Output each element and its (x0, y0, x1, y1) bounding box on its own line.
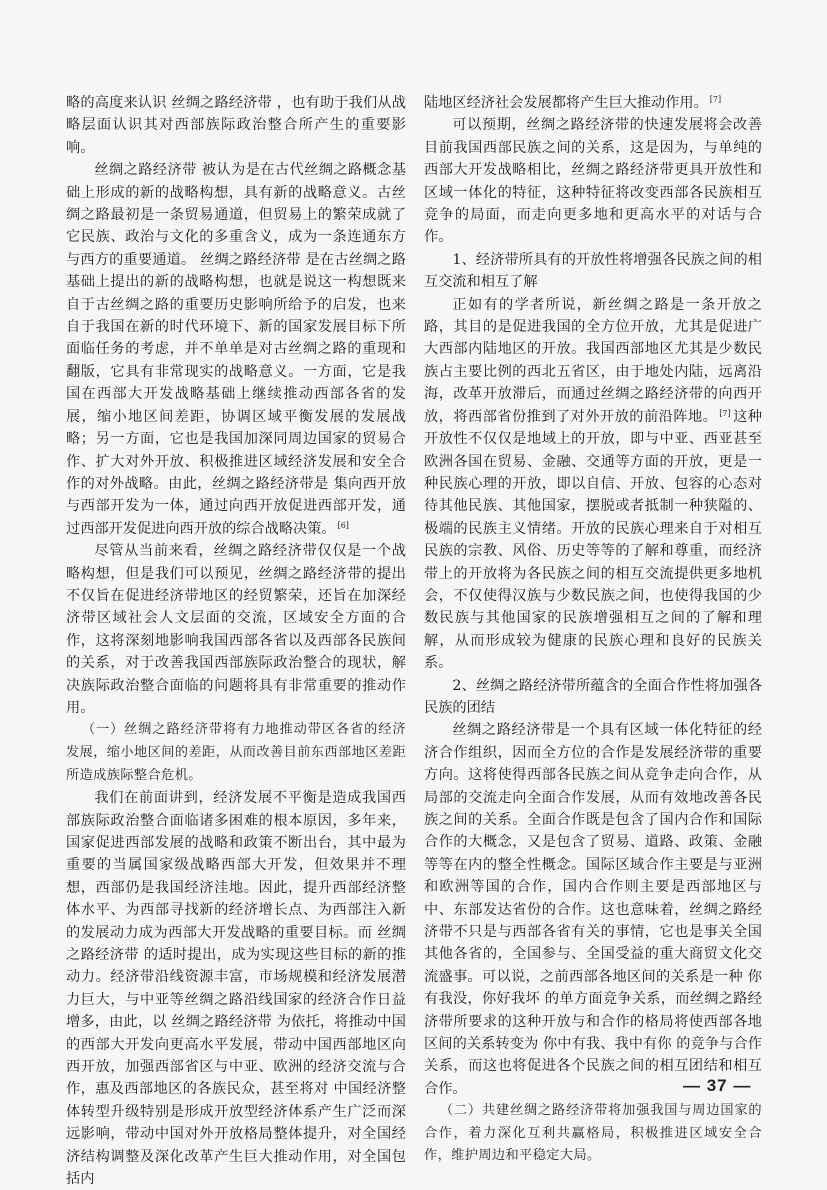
left-paragraph-2 (66, 159, 406, 540)
citation-6: [6] (337, 520, 349, 530)
right-paragraph-4: 丝绸之路经济带是一个具有区域一体化特征的经济合作组织，因而全方位的合作是发展经济带的重要方向。这将使得西部各民族之间从竞争走向合作，从局部的交流走向全面合作发展，从而有效地改善各民族之间的关系。全面合作既是包含了国内合作和国际合作的大概念，又是包含了贸易、道路、政策、金融等等在内的整全性概念。国际区域合作主要是与亚洲和欧洲等国的合作，国内合作则主要是西部地区与中、东部发达省份的合作。这也意味着，丝绸之路经济带不只是与西部各省有关的事情，它也是事关全国其他各省的，全国参与、全国受益的重大商贸文化交流盛事。可以说，之前西部各地区间的关系是一种 你有我没，你好我坏 的单方面竞争关系，而丝绸之路经济带所要求的这种开放与和合作的格局将使西部各地区间的关系转变为 你中有我、我中有你 的竞争与合作关系，而这也将促进各个民族之间的相互团结和相互合作。 (424, 722, 762, 1097)
subheading-1: 1、经济带所具有的开放性将增强各民族之间的相互交流和相互了解 (424, 251, 762, 291)
right-paragraph-2: 可以预期，丝绸之路经济带的快速发展将会改善目前我国西部民族之间的关系，这是因为，与单纯的西部大开发战略相比，丝绸之路经济带更具开放性和区域一体化的特征，这种特征将改变西部各民族相互竞争的局面，而走向更多地和更高水平的对话与合作。 (424, 117, 762, 246)
left-paragraph-1: 略的高度来认识 丝绸之路经济带 ，也有助于我们从战略层面认识其对西部族际政治整合所产生的重要影响。 (66, 95, 406, 156)
citation-7a: [7] (709, 95, 722, 105)
right-paragraph-3-tail: 这种开放性不仅仅是地域上的开放，即与中亚、西亚甚至欧洲各国在贸易、金融、交通等方面的开放，更是一种民族心理的开放，即以自信、开放、包容的心态对待其他民族、其他国家，摆脱或者抵制一种狭隘的、极端的民族主义情绪。开放的民族心理来自于对相互民族的宗教、风俗、历史等等的了解和尊重，而经济带上的开放将为各民族之间的相互交流提供更多地机会，不仅使得汉族与少数民族之间，也使得我国的少数民族与其他国家的民族增强相互之间的了解和理解，从而形成较为健康的民族心理和良好的民族关系。 (424, 408, 762, 672)
subheading-2: 2、丝绸之路经济带所蕴含的全面合作性将加强各民族的团结 (424, 677, 762, 716)
right-paragraph-3 (424, 294, 762, 675)
left-column (66, 92, 406, 1190)
left-paragraph-2-text: 丝绸之路经济带 被认为是在古代丝绸之路概念基础上形成的新的战略构想，具有新的战略意义。古丝绸之路最初是一条贸易通道，但贸易上的繁荣成就了它民族、政治与文化的多重含义，成为一条连通东方与西方的重要通道。 丝绸之路经济带 是在古丝绸之路基础上提出的新的战略构想，也就是说这一构想既来自于古丝绸之路的重要历史影响所给予的启发，也来自于我国在新的时代环境下、新的国家发展目标下所面临任务的考虑，并不单单是对古丝绸之路的重现和翻版，它具有非常现实的战略意义。一方面，它是我国在西部大开发战略基础上继续推动西部各省的发展，缩小地区间差距，协调区域平衡发展的发展战略；另一方面，它也是我国加深同周边国家的贸易合作、扩大对外开放、积极推进区域经济发展和安全合作的对外战略。由此，丝绸之路经济带是 集向西开放与西部开发为一体，通过向西开放促进西部开发，通过西部开发促进向西开放的综合战略决策。 (66, 162, 406, 537)
right-paragraph-3-text: 正如有的学者所说，新丝绸之路是一条开放之路，其目的是促进我国的全方位开放，尤其是促进广大西部内陆地区的开放。我国西部地区尤其是少数民族占主要比例的西北五省区，由于地处内陆，远离沿海，改革开放滞后，而通过丝绸之路经济带的向西开放，将西部省份推到了对外开放的前沿阵地。 (424, 296, 762, 425)
right-paragraph-1 (424, 92, 762, 114)
right-column (424, 92, 762, 1168)
left-paragraph-4: 我们在前面讲到，经济发展不平衡是造成我国西部族际政治整合面临诸多困难的根本原因，多年来，国家促进西部发展的战略和政策不断出台，其中最为重要的当属国家级战略西部大开发，但效果并不理想，西部仍是我国经济洼地。因此，提升西部经济整体水平、为西部寻找新的经济增长点、为西部注入新的发展动力成为西部大开发战略的重要目标。而 丝绸之路经济带 的适时提出，成为实现这些目标的新的推动力。经济带沿线资源丰富，市场规模和经济发展潜力巨大，与中亚等丝绸之路沿线国家的经济合作日益增多，由此，以 丝绸之路经济带 为依托，将推动中国的西部大开发向更高水平发展，带动中国西部地区向西开放，加强西部省区与中亚、欧洲的经济交流与合作，惠及西部地区的各族民众，甚至将对 中国经济整体转型升级特别是形成开放型经济体系产生广泛而深远影响，带动中国对外开放格局整体提升，对全国经济结构调整及深化改革产生巨大推动作用，对全国包括内 (66, 790, 406, 1188)
section-heading-2: （二）共建丝绸之路经济带将加强我国与周边国家的合作，着力深化互利共赢格局，积极推进区域安全合作，维护周边和平稳定大局。 (424, 1103, 762, 1164)
left-paragraph-3: 尽管从当前来看，丝绸之路经济带仅仅是一个战略构想，但是我们可以预见，丝绸之路经济带的提出不仅旨在促进经济带地区的经贸繁荣，还旨在加深经济带区域社会人文层面的交流，区域安全方面的合作，这将深刻地影响我国西部各省以及西部各民族间的关系，对于改善我国西部族际政治整合的现状，解决族际政治整合面临的问题将具有非常重要的推动作用。 (66, 543, 406, 716)
right-paragraph-1-text: 陆地区经济社会发展都将产生巨大推动作用。 (424, 95, 708, 111)
page-number: — 37 — (683, 1076, 752, 1095)
section-heading-1: （一）丝绸之路经济带将有力地推动带区各省的经济发展，缩小地区间的差距，从而改善目前东西部地区差距所造成族际整合危机。 (66, 722, 406, 783)
citation-7b: [7] (719, 408, 731, 418)
